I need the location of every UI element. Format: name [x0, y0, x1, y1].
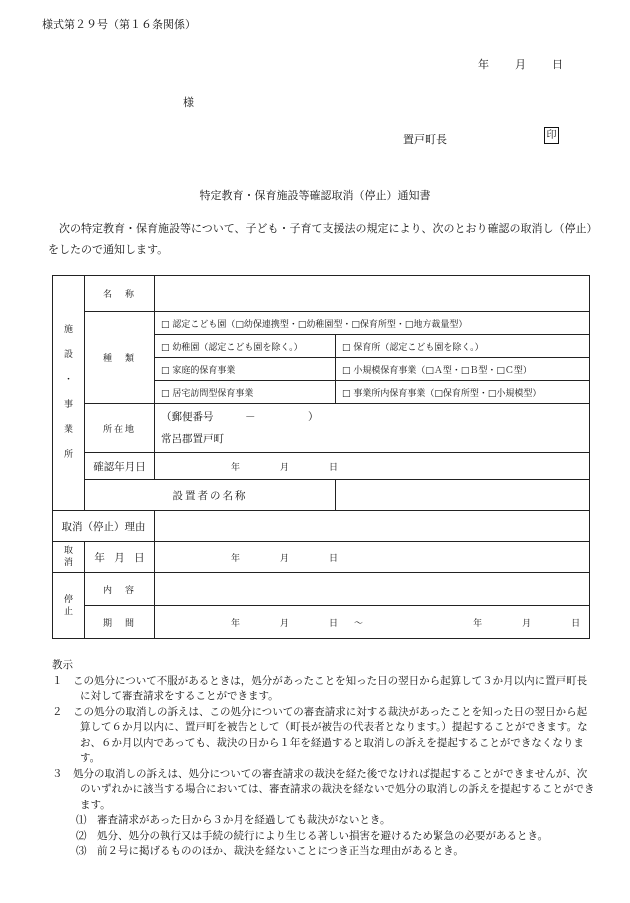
content-label: 内 容: [85, 573, 155, 606]
type-label: 種 類: [85, 312, 155, 404]
cancel-row: [53, 542, 590, 573]
issuer-name: 置戸町長: [403, 133, 447, 146]
confirm-date-value[interactable]: 年 月 日: [155, 453, 590, 480]
addressee-suffix: 様: [183, 96, 194, 109]
type-option-small-scale[interactable]: □ 小規模保育事業（□Ａ型・□Ｂ型・□Ｃ型）: [336, 358, 590, 381]
suspend-content-row: [53, 573, 590, 606]
content-value[interactable]: [155, 573, 590, 606]
founder-value[interactable]: [336, 480, 590, 511]
founder-row: [53, 480, 590, 511]
type-option-nursery[interactable]: □ 保育所（認定こども園を除く。）: [336, 335, 590, 358]
name-label: 名 称: [85, 276, 155, 312]
reason-label: 取消（停止）理由: [53, 511, 155, 542]
confirm-date-label: 確認年月日: [85, 453, 155, 480]
note-item-2: ２ この処分の取消しの訴えは、この処分についての審査請求に対する裁決があったことを知った日の翌日から起算して６か月以内に、置戸町を被告として（町長が被告の代表者となります。）提起することができます。なお、６か月以内であっても、裁決の日から１年を経過すると取消しの訴えを提起することができなくなります。: [52, 705, 588, 764]
form-number: 様式第２９号（第１６条関係）: [42, 18, 196, 31]
confirm-date-row: [53, 453, 590, 480]
suspend-label: 停 止: [53, 573, 85, 639]
notes-heading: 教示: [52, 659, 73, 671]
intro-text: 次の特定教育・保育施設等について、子ども・子育て支援法の規定により、次のとおり確認の取消し（停止）をしたので通知します。: [48, 222, 593, 256]
period-value[interactable]: 年 月 日 ～ 年 月 日: [155, 606, 590, 639]
address-row: [53, 404, 590, 453]
type-option-workplace[interactable]: □ 事業所内保育事業（□保育所型・□小規模型）: [336, 381, 590, 404]
notice-table: [52, 275, 590, 639]
date-day: 日: [552, 58, 563, 71]
reason-value[interactable]: [155, 511, 590, 542]
note-item-1: １ この処分について不服があるときは，処分があったことを知った日の翌日から起算して３か月以内に置戸町長に対して審査請求をすることができます。: [52, 674, 588, 702]
town-name: 常呂郡置戸町: [161, 433, 224, 445]
note-subitem-1: ⑴ 審査請求があった日から３か月を経過しても裁決がないとき。: [76, 814, 391, 826]
appeal-notice: [52, 658, 597, 860]
document-title: 特定教育・保育施設等確認取消（停止）通知書: [199, 189, 431, 202]
notice-date: [478, 56, 563, 72]
period-label: 期 間: [85, 606, 155, 639]
reason-row: [53, 511, 590, 542]
seal-mark: 印: [544, 127, 559, 144]
address-value[interactable]: [155, 404, 590, 453]
note-item-3: ３ 処分の取消しの訴えは、処分についての審査請求の裁決を経た後でなければ提起することができませんが、次のいずれかに該当する場合においては、審査請求の裁決を経ないで処分の取消しの訴えを提起することができます。: [52, 767, 595, 811]
type-row-1: [53, 312, 590, 335]
date-year: 年: [478, 58, 489, 71]
period-row: [53, 606, 590, 639]
note-subitem-2: ⑵ 処分、処分の執行又は手続の続行により生じる著しい損害を避けるため緊急の必要があるとき。: [76, 829, 549, 842]
type-option-home-care[interactable]: □ 家庭的保育事業: [155, 358, 336, 381]
date-month: 月: [515, 58, 526, 71]
founder-label: 設置者の名称: [85, 480, 336, 511]
cancel-date-label: 年 月 日: [85, 542, 155, 573]
period-tilde: ～: [354, 618, 364, 629]
postal-code-field: （郵便番号 － ）: [161, 411, 319, 423]
name-row: [53, 276, 590, 312]
type-option-kindergarten[interactable]: □ 幼稚園（認定こども園を除く。）: [155, 335, 336, 358]
type-option-kodomoen[interactable]: □ 認定こども園（□幼保連携型・□幼稚園型・□保育所型・□地方裁量型）: [155, 312, 590, 335]
type-option-home-visit[interactable]: □ 居宅訪問型保育事業: [155, 381, 336, 404]
facility-group-label: 施 設 ・ 事 業 所: [53, 276, 85, 511]
cancel-label: 取 消: [53, 542, 85, 573]
name-value[interactable]: [155, 276, 590, 312]
note-subitem-3: ⑶ 前２号に掲げるもののほか、裁決を経ないことにつき正当な理由があるとき。: [76, 845, 464, 857]
address-label: 所在地: [85, 404, 155, 453]
cancel-date-value[interactable]: 年 月 日: [155, 542, 590, 573]
